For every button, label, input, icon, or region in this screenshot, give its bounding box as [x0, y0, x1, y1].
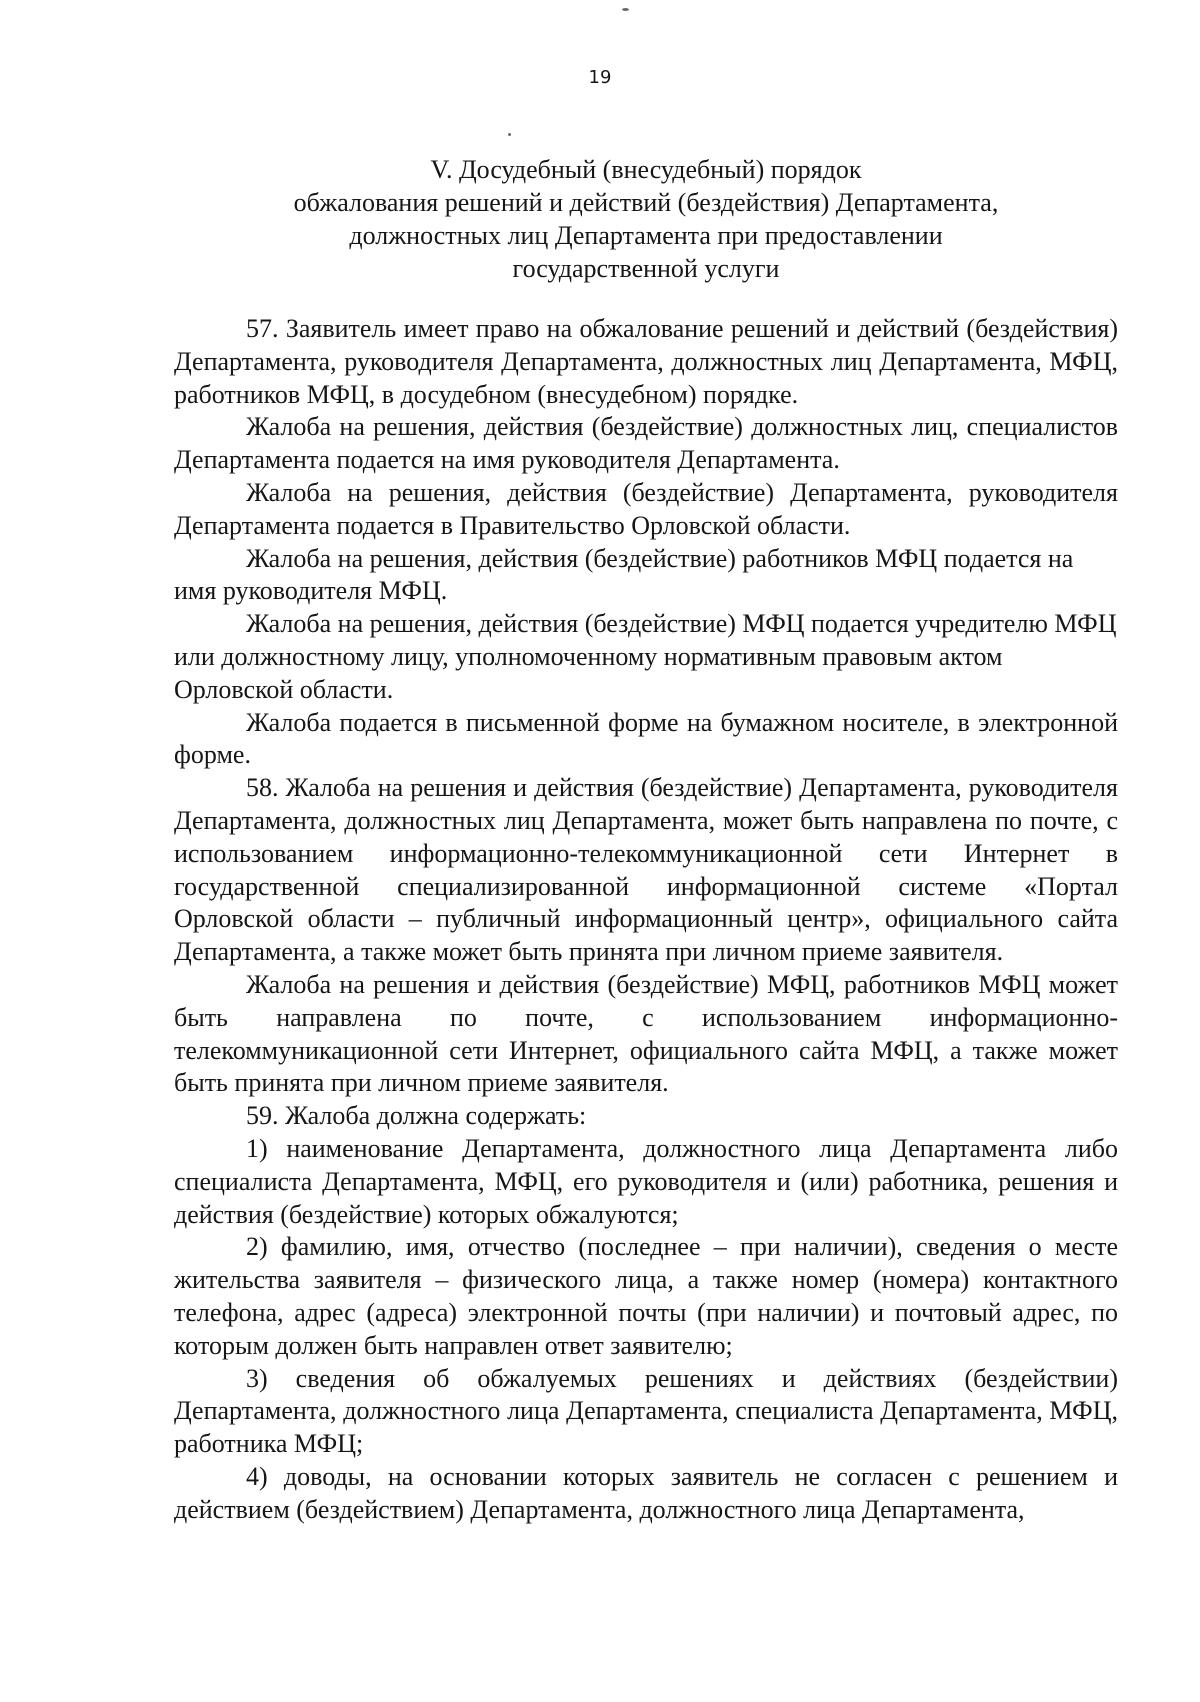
- page-number: 19: [588, 67, 612, 88]
- list-item: 4) доводы, на основании которых заявитель не согласен с решением и действием (бездействием) Департамента, должностного лица Департамента,: [174, 1461, 1118, 1524]
- list-item: 2) фамилию, имя, отчество (последнее – при наличии), сведения о месте жительства заявителя – физического лица, а также номер (номера) контактного телефона, адрес (адреса) электронной почты (при наличии) и почтовый адрес, по которым должен быть направлен ответ заявителю;: [174, 1232, 1118, 1360]
- list-item: 3) сведения об обжалуемых решениях и действиях (бездействии) Департамента, должностного лица Департамента, специалиста Департамента, МФЦ, работника МФЦ;: [174, 1363, 1118, 1459]
- heading-line: государственной услуги: [512, 254, 780, 283]
- paragraph: Жалоба подается в письменной форме на бумажном носителе, в электронной форме.: [174, 707, 1118, 770]
- paragraph: Жалоба на решения, действия (бездействие) должностных лиц, специалистов Департамента подается на имя руководителя Департамента.: [174, 412, 1118, 475]
- paragraph-58: 58. Жалоба на решения и действия (бездействие) Департамента, руководителя Департамента, должностных лиц Департамента, может быть направлена по почте, с использованием информационно-телекоммуникационной сети Интернет в государственной специализированной информационной системе «Портал Орловской области – публичный информационный центр», официального сайта Департамента, а также может быть принята при личном приеме заявителя.: [174, 773, 1118, 967]
- heading-line: должностных лиц Департамента при предоставлении: [349, 221, 943, 250]
- scan-speck: [508, 133, 511, 136]
- paragraph: Жалоба на решения, действия (бездействие) Департамента, руководителя Департамента подается в Правительство Орловской области.: [174, 477, 1118, 540]
- paragraph: Жалоба на решения и действия (бездействие) МФЦ, работников МФЦ может быть направлена по почте, с использованием информационно-телекоммуникационной сети Интернет, официального сайта МФЦ, а также может быть принята при личном приеме заявителя.: [174, 969, 1118, 1098]
- paragraph: Жалоба на решения, действия (бездействие) работников МФЦ подается на имя руководителя МФЦ.: [174, 543, 1074, 606]
- list-item: 1) наименование Департамента, должностного лица Департамента либо специалиста Департамента, МФЦ, его руководителя и (или) работника, решения и действия (бездействие) которых обжалуются;: [174, 1133, 1118, 1229]
- section-heading: [174, 153, 1118, 285]
- heading-line: V. Досудебный (внесудебный) порядок: [430, 155, 862, 184]
- paragraph: Жалоба на решения, действия (бездействие) МФЦ подается учредителю МФЦ или должностному лицу, уполномоченному нормативным правовым актом Орловской области.: [174, 609, 1117, 704]
- paragraph-57: 57. Заявитель имеет право на обжалование решений и действий (бездействия) Департамента, руководителя Департамента, должностных лиц Департамента, МФЦ, работников МФЦ, в досудебном (внесудебном) порядке.: [174, 314, 1118, 409]
- paragraph-59: 59. Жалоба должна содержать:: [246, 1101, 587, 1131]
- heading-line: обжалования решений и действий (бездействия) Департамента,: [293, 188, 999, 217]
- scan-speck: [622, 8, 629, 11]
- document-body: [174, 313, 1118, 1526]
